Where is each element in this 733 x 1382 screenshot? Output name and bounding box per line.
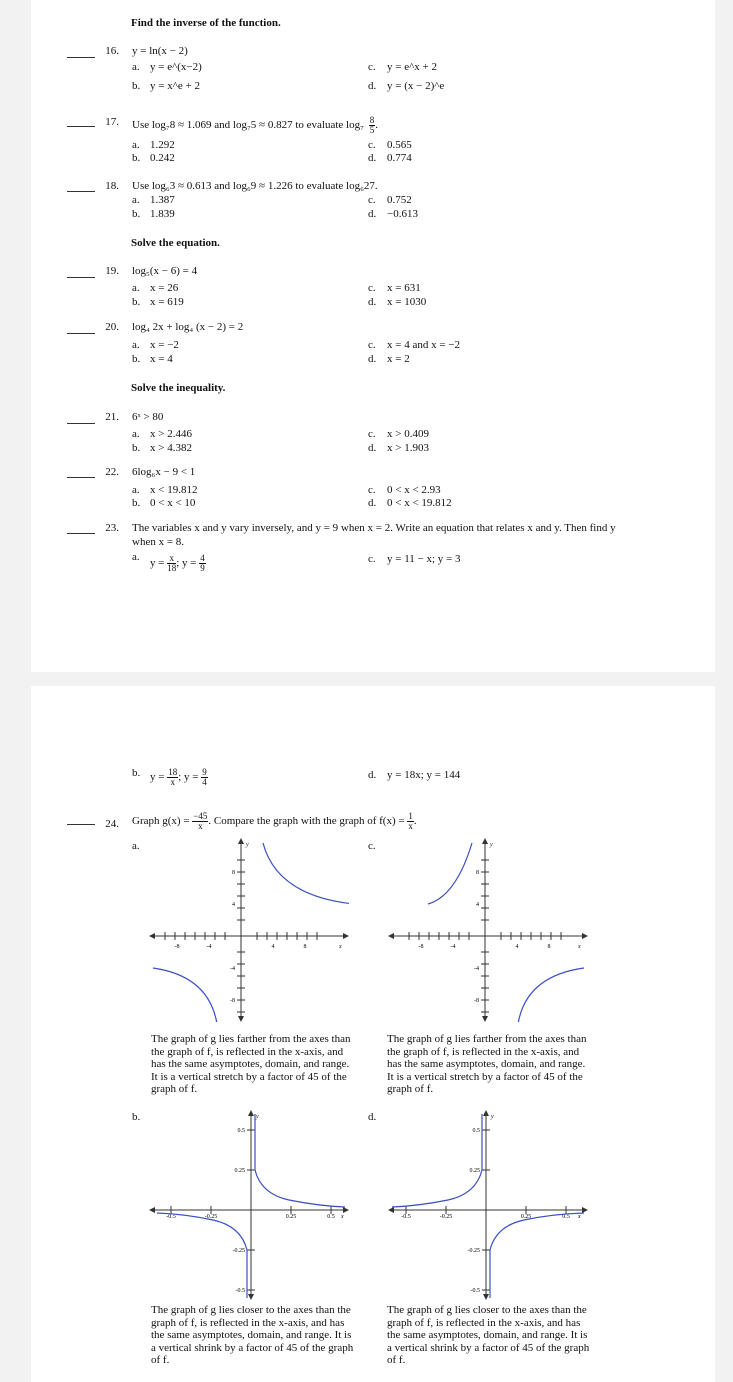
choice-23b[interactable] <box>150 768 208 787</box>
choice-17c[interactable]: 0.565 <box>387 139 412 151</box>
fraction <box>369 116 376 135</box>
choice-18d[interactable]: −0.613 <box>387 208 418 220</box>
fraction <box>192 812 208 831</box>
choice-22d[interactable]: 0 < x < 19.812 <box>387 497 452 509</box>
description-24c: The graph of g lies farther from the axes than the graph of f, is reflected in the x-axis, and has the same asymptotes, domain, and range. It is a vertical stretch by a factor of 45 of the graph of f. <box>387 1033 587 1095</box>
text: y = <box>150 771 165 784</box>
x-tick-label: -4 <box>450 944 456 950</box>
choice-16b[interactable]: y = x^e + 2 <box>150 80 200 92</box>
fraction-numerator: 8 <box>369 115 375 125</box>
x-tick-label: -4 <box>206 944 212 950</box>
y-tick-label: 0.25 <box>469 1168 480 1174</box>
answer-blank-24[interactable] <box>67 824 95 825</box>
curve-branch-q4 <box>490 1213 584 1298</box>
question-stem-19: log₅(x − 6) = 4 <box>132 265 198 277</box>
graph-24b[interactable] <box>149 1110 349 1300</box>
choice-label: b. <box>132 208 141 220</box>
choice-21b[interactable]: x > 4.382 <box>150 442 192 454</box>
answer-blank-23[interactable] <box>67 533 95 534</box>
fraction <box>201 768 208 787</box>
choice-label: c. <box>368 484 376 496</box>
choice-19b[interactable]: x = 619 <box>150 296 184 308</box>
choice-label: b. <box>132 442 141 454</box>
choice-label: b. <box>132 296 141 308</box>
y-axis-label: y <box>491 1114 494 1120</box>
fraction-denominator: 5 <box>369 125 375 135</box>
choice-label: c. <box>368 194 376 206</box>
choice-label: b. <box>132 497 141 509</box>
y-tick-label: -0.25 <box>232 1248 245 1254</box>
choice-20d[interactable]: x = 2 <box>387 353 410 365</box>
x-tick-label: 0.25 <box>285 1214 297 1220</box>
choice-18c[interactable]: 0.752 <box>387 194 412 206</box>
choice-17d[interactable]: 0.774 <box>387 152 412 164</box>
choice-label: d. <box>368 769 377 781</box>
curve-branch-q1 <box>263 843 349 904</box>
choice-label: b. <box>132 152 141 164</box>
x-tick-label: -8 <box>418 944 424 950</box>
choice-label: a. <box>132 428 140 440</box>
choice-21c[interactable]: x > 0.409 <box>387 428 429 440</box>
choice-label: a. <box>132 139 140 151</box>
section-heading-equation: Solve the equation. <box>131 237 220 249</box>
question-stem-16: y = ln(x − 2) <box>132 45 188 57</box>
question-number-20: 20. <box>105 321 119 333</box>
y-tick-label: 0.5 <box>472 1128 480 1134</box>
choice-label: a. <box>132 282 140 294</box>
choice-label: a. <box>132 61 140 73</box>
choice-21a[interactable]: x > 2.446 <box>150 428 192 440</box>
choice-label: d. <box>368 442 377 454</box>
x-tick-label: -0.25 <box>204 1214 218 1220</box>
x-tick-label: -0.5 <box>166 1214 176 1220</box>
choice-23a[interactable] <box>150 554 206 573</box>
choice-16a[interactable]: y = e^(x−2) <box>150 61 202 73</box>
fraction-numerator: 18 <box>168 767 178 777</box>
fraction-numerator: x <box>167 554 176 564</box>
fraction-numerator: 4 <box>200 553 205 563</box>
x-tick-label: 8 <box>547 944 551 950</box>
fraction-denominator: x <box>408 821 413 831</box>
question-number-19: 19. <box>105 265 119 277</box>
curve-branch-q1 <box>255 1114 345 1207</box>
question-number-16: 16. <box>105 45 119 57</box>
y-axis-label: y <box>246 842 249 848</box>
curve-branch-q2 <box>392 1114 482 1207</box>
choice-label: c. <box>368 339 376 351</box>
choice-label: b. <box>132 767 141 779</box>
choice-label: d. <box>368 208 377 220</box>
y-axis-label: y <box>490 842 493 848</box>
y-tick-label: 4 <box>232 902 235 908</box>
text: . <box>413 815 417 828</box>
worksheet-page-2 <box>31 686 715 1382</box>
graph-axes <box>388 838 588 1022</box>
choice-label: b. <box>132 353 141 365</box>
y-axis-label: y <box>256 1114 259 1120</box>
question-number-18: 18. <box>105 180 119 192</box>
stem-text: Use log₇8 ≈ 1.069 and log₇5 ≈ 0.827 to evaluate log₇ <box>132 119 364 132</box>
x-axis-label: x <box>578 944 581 950</box>
choice-16d[interactable]: y = (x − 2)^e <box>387 80 445 92</box>
choice-19a[interactable]: x = 26 <box>150 282 179 294</box>
choice-19d[interactable]: x = 1030 <box>387 296 427 308</box>
question-stem-20: log₄ 2x + log₄ (x − 2) = 2 <box>132 321 244 333</box>
section-heading-inequality: Solve the inequality. <box>131 382 226 394</box>
choice-18b[interactable]: 1.839 <box>150 208 175 220</box>
question-stem-21: 6ˣ > 80 <box>132 411 164 423</box>
choice-19c[interactable]: x = 631 <box>387 282 421 294</box>
x-axis-label: x <box>341 1214 344 1220</box>
y-tick-label: -4 <box>230 966 235 972</box>
fraction <box>199 554 206 573</box>
question-stem-22: 6log₆x − 9 < 1 <box>132 466 196 478</box>
choice-20a[interactable]: x = −2 <box>150 339 179 351</box>
x-tick-label: 4 <box>515 944 519 950</box>
choice-label: c. <box>368 61 376 73</box>
x-tick-label: 0.5 <box>327 1214 335 1220</box>
choice-label: c. <box>368 282 376 294</box>
choice-label: c. <box>368 428 376 440</box>
choice-20c[interactable]: x = 4 and x = −2 <box>387 339 460 351</box>
y-tick-label: 4 <box>476 902 479 908</box>
fraction <box>167 554 176 573</box>
choice-23d[interactable]: y = 18x; y = 144 <box>387 769 461 781</box>
choice-16c[interactable]: y = e^x + 2 <box>387 61 437 73</box>
y-tick-label: 8 <box>476 870 479 876</box>
y-tick-label: -8 <box>230 998 235 1004</box>
choice-23c[interactable]: y = 11 − x; y = 3 <box>387 553 461 565</box>
graph-axes <box>149 838 349 1022</box>
fraction-denominator: 18 <box>167 563 177 573</box>
y-tick-label: 0.25 <box>234 1168 245 1174</box>
y-tick-label: 8 <box>232 870 235 876</box>
text: y = <box>150 557 165 570</box>
choice-label: a. <box>132 339 140 351</box>
x-tick-label: -8 <box>174 944 180 950</box>
choice-label: d. <box>368 80 377 92</box>
description-24b: The graph of g lies closer to the axes than the graph of f, is reflected in the x-axis, and has the same asymptotes, domain, and range. It is a vertical shrink by a factor of 45 of the graph of f. <box>151 1304 354 1366</box>
x-tick-label: 0.5 <box>562 1214 570 1220</box>
answer-blank-19[interactable] <box>67 277 95 278</box>
fraction-denominator: 9 <box>200 563 205 573</box>
y-tick-label: -0.5 <box>470 1288 480 1294</box>
question-number-23: 23. <box>105 522 119 534</box>
graph-24a[interactable] <box>149 838 349 1022</box>
answer-blank-18[interactable] <box>67 191 95 192</box>
curve-branch-q3 <box>157 1213 247 1298</box>
graph-24c[interactable] <box>388 838 588 1022</box>
question-number-21: 21. <box>105 411 119 423</box>
question-number-24: 24. <box>105 818 119 830</box>
choice-label: c. <box>368 139 376 151</box>
y-tick-label: -0.5 <box>235 1288 245 1294</box>
answer-blank-17[interactable] <box>67 126 95 127</box>
answer-blank-21[interactable] <box>67 423 95 424</box>
choice-22b[interactable]: 0 < x < 10 <box>150 497 196 509</box>
worksheet-page-1 <box>31 0 715 672</box>
text: Graph g(x) = <box>132 815 190 828</box>
x-tick-label: -0.25 <box>439 1214 453 1220</box>
text: ; y = <box>178 771 199 784</box>
choice-label: a. <box>132 484 140 496</box>
question-number-17: 17. <box>105 116 119 128</box>
question-stem-23-line1: The variables x and y vary inversely, and y = 9 when x = 2. Write an equation that relates x and y. Then find y <box>132 522 616 534</box>
choice-label: c. <box>368 553 376 565</box>
graph-24d[interactable] <box>388 1110 588 1300</box>
answer-blank-22[interactable] <box>67 477 95 478</box>
y-tick-label: -4 <box>474 966 479 972</box>
choice-17b[interactable]: 0.242 <box>150 152 175 164</box>
y-tick-label: 0.5 <box>237 1128 245 1134</box>
choice-22c[interactable]: 0 < x < 2.93 <box>387 484 441 496</box>
fraction <box>167 768 178 787</box>
answer-blank-16[interactable] <box>67 57 95 58</box>
question-stem-17: Use log₇8 ≈ 1.069 and log₇5 ≈ 0.827 to evaluate log₇ $\frac{8}{5}$ . <box>132 115 378 135</box>
answer-blank-20[interactable] <box>67 333 95 334</box>
choice-label: c. <box>368 840 376 852</box>
question-number-22: 22. <box>105 466 119 478</box>
description-24a: The graph of g lies farther from the axes than the graph of f, is reflected in the x-axis, and has the same asymptotes, domain, and range. It is a vertical stretch by a factor of 45 of the graph of f. <box>151 1033 351 1095</box>
text: ; y = <box>176 557 197 570</box>
choice-20b[interactable]: x = 4 <box>150 353 173 365</box>
question-stem-24 <box>132 812 417 831</box>
description-24d: The graph of g lies closer to the axes than the graph of f, is reflected in the x-axis, and has the same asymptotes, domain, and range. It is a vertical shrink by a factor of 45 of the graph of f. <box>387 1304 590 1366</box>
question-stem-18: Use log₆3 ≈ 0.613 and log₆9 ≈ 1.226 to evaluate log₆27. <box>132 180 378 192</box>
choice-label: d. <box>368 152 377 164</box>
x-axis-label: x <box>339 944 342 950</box>
fraction-denominator: x <box>198 821 203 831</box>
choice-22a[interactable]: x < 19.812 <box>150 484 198 496</box>
x-axis-label: x <box>578 1214 581 1220</box>
y-tick-label: -0.25 <box>467 1248 480 1254</box>
x-tick-label: 4 <box>271 944 275 950</box>
choice-label: d. <box>368 296 377 308</box>
fraction-numerator: 1 <box>408 811 413 821</box>
x-tick-label: 0.25 <box>520 1214 532 1220</box>
fraction-denominator: x <box>170 777 175 787</box>
fraction-denominator: 4 <box>202 777 207 787</box>
choice-label: b. <box>132 80 141 92</box>
curve-branch-q4 <box>518 968 584 1022</box>
choice-17a[interactable]: 1.292 <box>150 139 175 151</box>
fraction-numerator: 9 <box>202 767 207 777</box>
choice-label: b. <box>132 1111 141 1123</box>
curve-branch-q2 <box>428 843 472 904</box>
choice-label: a. <box>132 840 140 852</box>
choice-label: a. <box>132 551 140 563</box>
question-stem-23-line2: when x = 8. <box>132 536 185 548</box>
fraction-numerator: −45 <box>193 811 208 821</box>
section-heading-inverse: Find the inverse of the function. <box>131 17 281 29</box>
x-tick-label: 8 <box>303 944 307 950</box>
y-tick-label: -8 <box>474 998 479 1004</box>
curve-branch-q3 <box>153 968 217 1022</box>
choice-21d[interactable]: x > 1.903 <box>387 442 429 454</box>
choice-18a[interactable]: 1.387 <box>150 194 175 206</box>
choice-label: d. <box>368 1111 377 1123</box>
choice-label: d. <box>368 353 377 365</box>
choice-label: a. <box>132 194 140 206</box>
text: . Compare the graph with the graph of f(x) = <box>208 815 405 828</box>
x-tick-label: -0.5 <box>401 1214 411 1220</box>
choice-label: d. <box>368 497 377 509</box>
